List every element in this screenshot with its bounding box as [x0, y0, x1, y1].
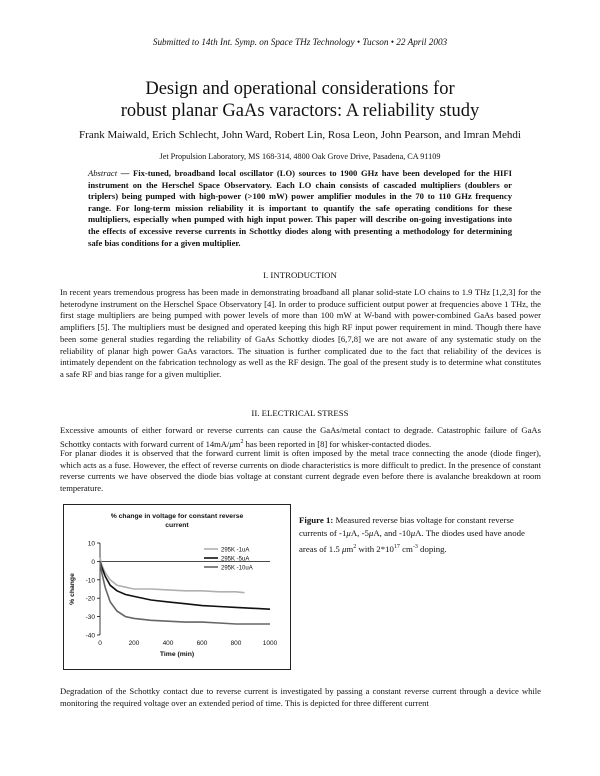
- legend-label-3: 295K -10uA: [221, 565, 253, 572]
- author-list: Frank Maiwald, Erich Schlecht, John Ward, Robert Lin, Rosa Leon, John Pearson, and Imran Mehdi: [79, 129, 521, 141]
- para1-text-a: Excessive amounts of either forward or reverse currents can cause the GaAs/metal contact to degrade. Catastrophic failure of GaAs Schottky contacts with forward current of 14mA/: [60, 425, 541, 449]
- y-axis-label: % change: [69, 573, 76, 605]
- legend-label-1: 295K -1uA: [221, 547, 250, 554]
- series-line-1: [100, 558, 245, 593]
- caption-mu-2: μ: [368, 528, 374, 539]
- caption-mu-4: μ: [342, 543, 347, 554]
- para1-text-b: m: [233, 438, 241, 449]
- figure-label: Figure 1:: [299, 515, 334, 525]
- caption-part-b: A, -5: [350, 528, 369, 539]
- y-tick-label-1: 0: [91, 558, 95, 566]
- caption-sup-1: 2: [353, 543, 357, 550]
- legend-label-2: 295K -5uA: [221, 556, 250, 563]
- electrical-stress-paragraph-2: For planar diodes it is observed that the forward current limit is often imposed by the metal trace connecting the anode (diode finger), which acts as a fuse. However, the effect of reverse currents on diode characteristics is more difficult to predict. In the presence of constant reverse currents we have observed the diode bias voltage at constant current degrade even before there is avalanche breakdown at room temperature.: [60, 448, 541, 494]
- abstract-label: Abstract: [88, 168, 118, 178]
- abstract-text: — Fix-tuned, broadband local oscillator (LO) sources to 1900 GHz have been developed for the HIFI instrument on the Herschel Space Observatory. Each LO chain consists of cascaded multipliers (doublers or triplers) being pumped with high-power (>100 mW) power amplifier modules in the 70 to 110 GHz frequency range. For long-term mission reliability it is important to quantify the safe operating conditions for these multipliers, especially when pumped with high input power. This paper will describe on-going investigations into the effects of excessive reverse currents in Schottky diodes along with presenting a methodology for determining safe bias conditions for a given multiplier.: [88, 168, 512, 248]
- x-tick-label-2: 400: [162, 640, 174, 647]
- conference-header: Submitted to 14th Int. Symp. on Space THz Technology • Tucson • 22 April 2003: [152, 37, 448, 47]
- paper-title: [0, 78, 600, 122]
- y-tick-label-3: -20: [85, 595, 95, 603]
- caption-part-c: A, and -10: [373, 528, 411, 539]
- section-heading-electrical-stress: II. ELECTRICAL STRESS: [251, 408, 349, 418]
- x-tick-label-4: 800: [230, 640, 242, 647]
- abstract: [88, 168, 512, 249]
- para1-mu: μ: [229, 438, 234, 449]
- caption-part-h: doping.: [417, 543, 447, 554]
- y-tick-label-5: -40: [85, 632, 95, 640]
- y-tick-label-2: -10: [85, 577, 95, 585]
- caption-part-e: m: [346, 543, 354, 554]
- x-tick-label-0: 0: [98, 640, 102, 647]
- caption-part-f: with 2*10: [356, 543, 394, 554]
- y-tick-label-4: -30: [85, 614, 95, 622]
- chart-title-line-2: current: [165, 522, 189, 529]
- caption-mu-1: μ: [346, 528, 351, 539]
- introduction-paragraph: In recent years tremendous progress has been made in demonstrating broadband all planar solid-state LO chains to 1.9 THz [1,2,3] for the heterodyne instrument on the Herschel Space Observatory [4]. In order to produce sufficient output power at frequencies above 1 THz, the first stage multipliers are being pumped with power levels of more than 100 mW at W-band with power-combined GaAs based power amplifiers [5]. The multipliers must be designed and operated keeping this high RF input power requirement in mind. Though there have been some general studies regarding the reliability of GaAs Schottky diodes [6,7,8] we are not aware of any systematic study on the reliability of planar high power GaAs varactors. The situation is further complicated due to the fact that reliability of the devices is intimately dependent on the fabrication technology as well as the RF design. The goal of the present study is to determine what constitutes a safe RF and bias range for a given multiplier.: [60, 287, 541, 379]
- electrical-stress-paragraph-1: [60, 425, 541, 450]
- title-line-2: robust planar GaAs varactors: A reliability study: [120, 101, 480, 121]
- affiliation: Jet Propulsion Laboratory, MS 168-314, 4800 Oak Grove Drive, Pasadena, CA 91109: [159, 152, 441, 161]
- caption-mu-3: μ: [410, 528, 416, 539]
- electrical-stress-paragraph-3: Degradation of the Schottky contact due to reverse current is investigated by passing a constant reverse current through a device while monitoring the required voltage over an extended period of time. This is depicted for three different current: [60, 686, 541, 708]
- figure-1-chart: [63, 504, 291, 670]
- chart-svg: [64, 505, 290, 669]
- y-tick-label-0: 10: [87, 540, 95, 548]
- section-heading-introduction: I. INTRODUCTION: [263, 270, 337, 280]
- para1-sup: 2: [240, 438, 244, 445]
- figure-1-caption: [299, 514, 544, 556]
- x-tick-label-3: 600: [196, 640, 208, 647]
- caption-part-d: A. The diodes used have anode areas of 1.5: [299, 528, 525, 554]
- chart-title-line-1: % change in voltage for constant reverse: [110, 513, 244, 520]
- caption-part-g: cm: [399, 543, 413, 554]
- para1-text-c: has been reported in [8] for whisker-contacted diodes.: [243, 438, 432, 449]
- caption-sup-2: 17: [393, 543, 400, 550]
- x-axis-label: Time (min): [159, 651, 195, 658]
- x-tick-label-1: 200: [128, 640, 140, 647]
- x-tick-label-5: 1000: [262, 640, 278, 647]
- caption-sup-3: -3: [412, 543, 418, 550]
- caption-part-a: Measured reverse bias voltage for constant reverse currents of -1: [299, 515, 514, 539]
- title-line-1: Design and operational considerations for: [145, 79, 455, 99]
